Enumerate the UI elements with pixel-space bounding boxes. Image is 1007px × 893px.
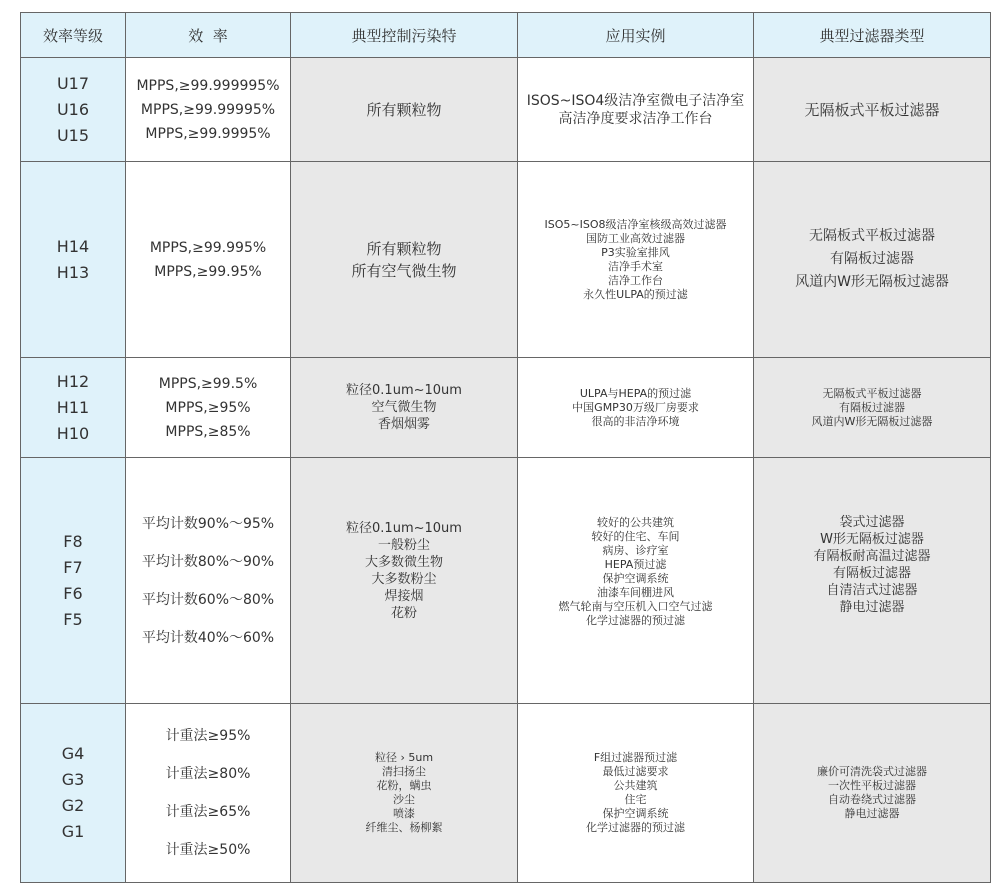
table-row: [21, 458, 991, 704]
pollutant-item: 沙尘: [393, 793, 415, 806]
efficiency-cell: [126, 358, 291, 458]
efficiency-value: 平均计数90%～95%: [141, 515, 275, 532]
pollutants-cell: [291, 58, 518, 162]
pollutant-item: 一般粉尘: [377, 538, 430, 553]
filter-type-item: 风道内W形无隔板过滤器: [795, 274, 949, 290]
filter-grade-table: [20, 12, 991, 883]
application-item: ISO5~ISO8级洁净室核级高效过滤器: [544, 217, 727, 231]
application-item: 很高的非洁净环境: [591, 414, 680, 428]
grade-label: H14: [56, 236, 90, 256]
efficiency-value: MPPS,≥85%: [165, 423, 251, 440]
grade-label: U15: [56, 125, 90, 145]
efficiency-value: 平均计数40%～60%: [141, 629, 275, 646]
efficiency-value: MPPS,≥99.9995%: [145, 125, 271, 142]
grade-label: G2: [61, 796, 85, 815]
filter-type-item: 无隔板式平板过滤器: [809, 228, 935, 244]
application-item: 中国GMP30万级厂房要求: [572, 400, 699, 414]
pollutant-item: 纤维尘、杨柳絮: [365, 821, 443, 834]
filter-types-cell: [754, 358, 991, 458]
filter-type-item: W形无隔板过滤器: [820, 532, 924, 547]
filter-type-item: 无隔板式平板过滤器: [804, 100, 940, 119]
applications-cell: [518, 704, 754, 883]
efficiency-cell: [126, 704, 291, 883]
filter-type-item: 廉价可清洗袋式过滤器: [817, 765, 927, 778]
efficiency-value: 计重法≥50%: [165, 842, 251, 858]
applications-cell: [518, 458, 754, 704]
pollutant-item: 花粉: [390, 606, 417, 621]
pollutant-item: 所有颗粒物: [366, 239, 442, 258]
application-item: ULPA与HEPA的预过滤: [579, 386, 692, 400]
header-applications: 应用实例: [518, 13, 754, 58]
applications-cell: [518, 58, 754, 162]
table-row: [21, 162, 991, 358]
table-row: [21, 358, 991, 458]
application-item: 最低过滤要求: [602, 765, 669, 778]
application-item: 公共建筑: [613, 779, 658, 792]
efficiency-value: MPPS,≥99.995%: [149, 239, 267, 256]
grade-label: H10: [56, 423, 90, 443]
application-item: 化学过滤器的预过滤: [586, 821, 685, 834]
pollutant-item: 所有颗粒物: [366, 100, 442, 119]
application-item: P3实验室排风: [601, 245, 670, 259]
header-pollutants: 典型控制污染特: [291, 13, 518, 58]
header-grade: 效率等级: [21, 13, 126, 58]
efficiency-value: 平均计数80%～90%: [141, 553, 275, 570]
application-item: 较好的住宅、车间: [591, 530, 680, 543]
pollutants-cell: [291, 358, 518, 458]
pollutant-item: 所有空气微生物: [351, 261, 457, 280]
application-item: HEPA预过滤: [604, 558, 667, 571]
pollutants-cell: [291, 704, 518, 883]
application-item: 燃气轮南与空压机入口空气过滤: [558, 600, 713, 613]
pollutant-item: 大多数粉尘: [371, 572, 437, 587]
pollutant-item: 喷漆: [393, 807, 415, 820]
application-item: 化学过滤器的预过滤: [586, 614, 685, 627]
filter-types-cell: [754, 458, 991, 704]
application-item: F组过滤器预过滤: [593, 751, 678, 764]
table-row: [21, 58, 991, 162]
efficiency-value: 计重法≥80%: [165, 766, 251, 782]
application-item: 住宅: [624, 793, 647, 806]
pollutant-item: 粒径0.1um~10um: [346, 521, 462, 536]
pollutant-item: 清扫扬尘: [382, 765, 426, 778]
filter-type-item: 有隔板过滤器: [839, 400, 905, 414]
grade-label: G1: [61, 822, 85, 841]
efficiency-value: MPPS,≥95%: [165, 399, 251, 416]
filter-type-item: 有隔板过滤器: [830, 251, 914, 267]
filter-type-item: 一次性平板过滤器: [828, 779, 916, 792]
filter-type-item: 自清洁式过滤器: [826, 583, 918, 598]
grade-label: H12: [56, 371, 90, 391]
grade-label: U17: [56, 73, 90, 93]
application-item: 油漆车间棚进风: [597, 586, 674, 599]
filter-type-item: 有隔板耐高温过滤器: [813, 549, 931, 564]
pollutant-item: 香烟烟雾: [377, 417, 430, 432]
table-row: [21, 704, 991, 883]
application-item: 高洁净度要求洁净工作台: [558, 110, 713, 127]
pollutant-item: 焊接烟: [384, 589, 424, 604]
application-item: ISOS~ISO4级洁净室微电子洁净室: [526, 92, 745, 109]
application-item: 较好的公共建筑: [597, 516, 674, 529]
grade-label: F5: [63, 609, 83, 629]
filter-types-cell: [754, 162, 991, 358]
efficiency-value: 计重法≥95%: [165, 728, 251, 744]
efficiency-cell: [126, 162, 291, 358]
grade-label: U16: [56, 99, 90, 119]
efficiency-value: 计重法≥65%: [165, 804, 251, 820]
filter-type-item: 静电过滤器: [844, 807, 900, 820]
efficiency-value: MPPS,≥99.5%: [158, 375, 258, 392]
filter-types-cell: [754, 58, 991, 162]
applications-cell: [518, 162, 754, 358]
grade-cell: [21, 458, 126, 704]
application-item: 国防工业高效过滤器: [586, 231, 685, 245]
grade-label: F8: [63, 531, 83, 551]
application-item: 洁净工作台: [608, 273, 663, 287]
grade-cell: [21, 58, 126, 162]
filter-type-item: 有隔板过滤器: [832, 566, 911, 581]
pollutants-cell: [291, 162, 518, 358]
efficiency-value: 平均计数60%～80%: [141, 591, 275, 608]
pollutant-item: 粒径0.1um~10um: [346, 383, 462, 398]
efficiency-cell: [126, 458, 291, 704]
efficiency-value: MPPS,≥99.95%: [154, 263, 262, 280]
applications-cell: [518, 358, 754, 458]
filter-type-item: 袋式过滤器: [839, 515, 905, 530]
header-filter-types: 典型过滤器类型: [754, 13, 991, 58]
filter-types-cell: [754, 704, 991, 883]
application-item: 病房、诊疗室: [602, 544, 669, 557]
pollutant-item: 大多数微生物: [364, 555, 443, 570]
grade-cell: [21, 704, 126, 883]
header-efficiency: 效 率: [126, 13, 291, 58]
grade-label: F7: [63, 557, 83, 577]
grade-cell: [21, 162, 126, 358]
application-item: 永久性ULPA的预过滤: [583, 287, 688, 301]
grade-label: H11: [56, 397, 90, 417]
application-item: 保护空调系统: [602, 807, 669, 820]
pollutant-item: 花粉，螨虫: [376, 779, 432, 792]
header-row: [21, 13, 991, 58]
filter-type-item: 静电过滤器: [839, 600, 905, 615]
filter-type-item: 自动卷绕式过滤器: [828, 793, 916, 806]
filter-type-item: 风道内W形无隔板过滤器: [811, 414, 933, 428]
efficiency-value: MPPS,≥99.999995%: [136, 77, 280, 94]
efficiency-value: MPPS,≥99.99995%: [140, 101, 276, 118]
grade-label: G4: [61, 744, 85, 763]
pollutant-item: 粒径 › 5um: [374, 751, 434, 764]
pollutants-cell: [291, 458, 518, 704]
application-item: 保护空调系统: [602, 572, 669, 585]
efficiency-cell: [126, 58, 291, 162]
grade-label: F6: [63, 583, 83, 603]
grade-cell: [21, 358, 126, 458]
grade-label: G3: [61, 770, 85, 789]
application-item: 洁净手术室: [608, 259, 663, 273]
filter-type-item: 无隔板式平板过滤器: [822, 386, 922, 400]
grade-label: H13: [56, 262, 90, 282]
pollutant-item: 空气微生物: [371, 400, 437, 415]
